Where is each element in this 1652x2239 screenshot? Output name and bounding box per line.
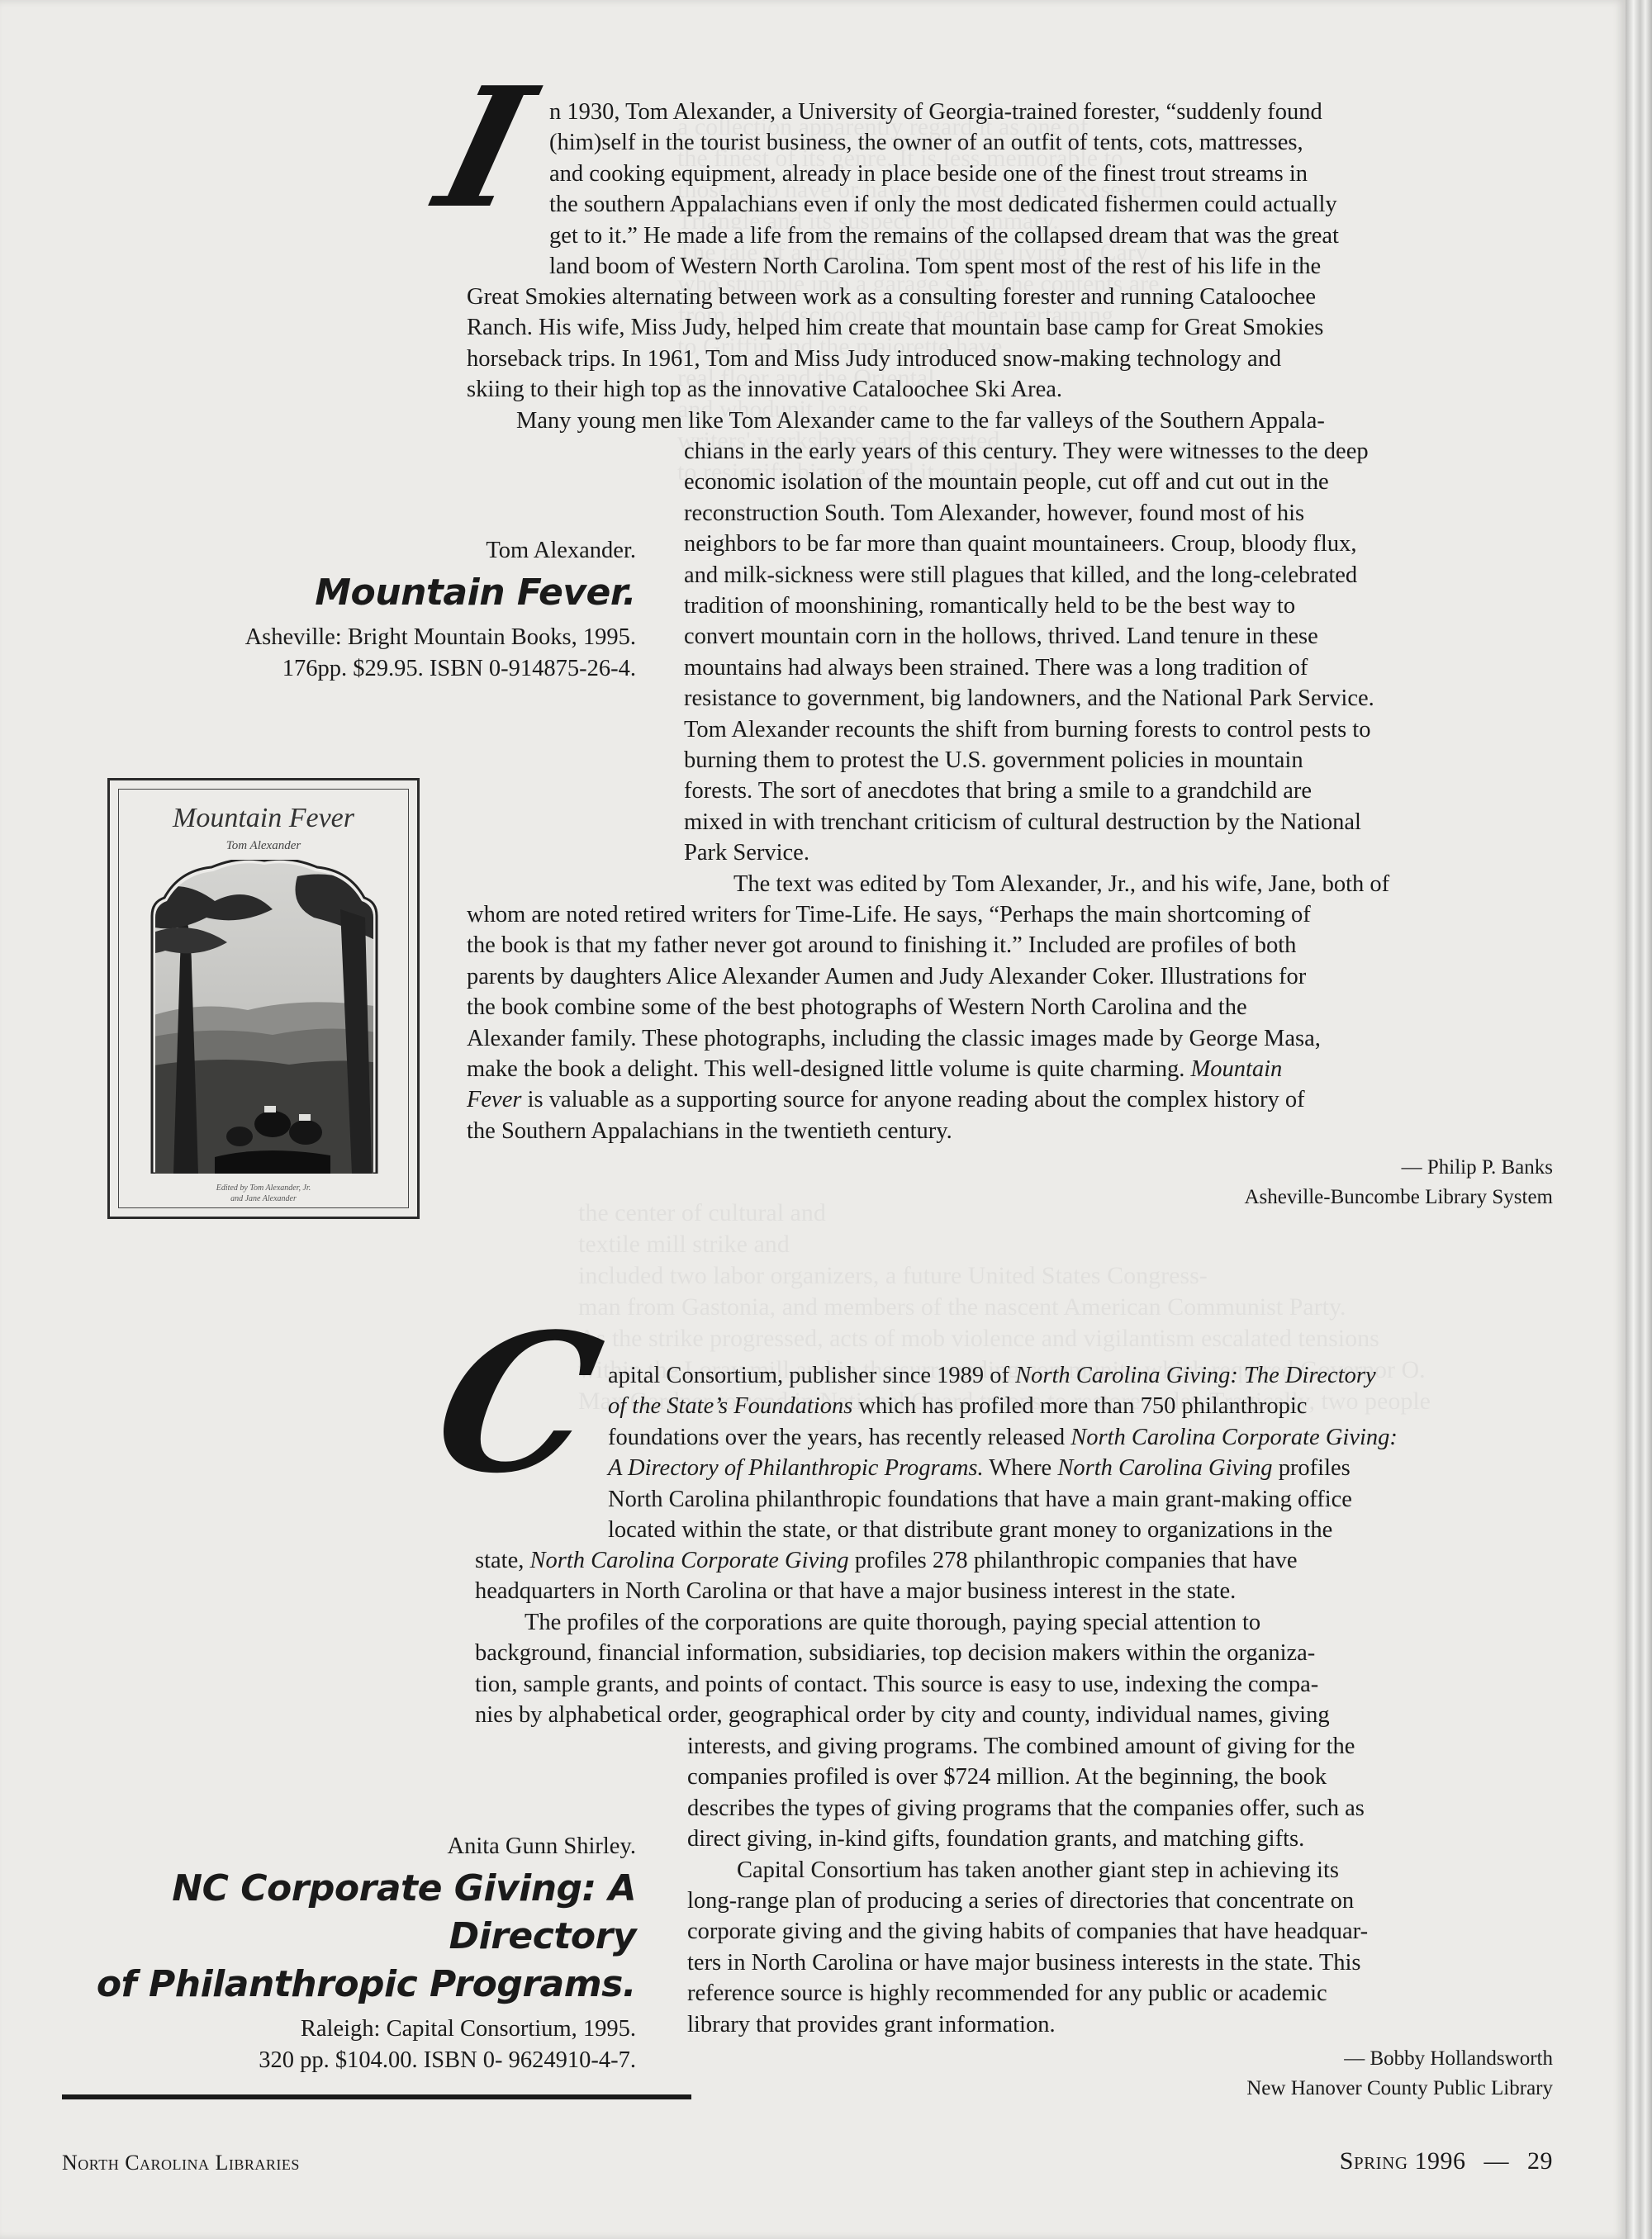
text-line: and milk-sickness were still plagues that killed, and the long-celebrated (684, 562, 1358, 588)
text-line: background, financial information, subsidiaries, top decision makers within the organiza- (475, 1640, 1316, 1667)
text-line: burning them to protest the U.S. government policies in mountain (684, 747, 1303, 774)
review1-signature (975, 1153, 1553, 1212)
text-line (608, 1453, 1566, 1483)
book-publisher: Raleigh: Capital Consortium, 1995. (300, 2016, 636, 2042)
text-line: headquarters in North Carolina or that have a major business interest in the state. (475, 1578, 1237, 1605)
text-line: the book combine some of the best photographs of Western North Carolina and the (467, 994, 1247, 1021)
cover-credit-line: Edited by Tom Alexander, Jr. (216, 1184, 311, 1193)
text-line: library that provides grant information. (687, 2011, 1056, 2037)
cover-title: Mountain Fever (173, 803, 354, 833)
text-line: the book is that my father never got around to finishing it.” Included are profiles of both (467, 932, 1297, 959)
text-line: get to it.” He made a life from the remains of the collapsed dream that was the great (549, 222, 1339, 249)
text-line: nies by alphabetical order, geographical order by city and county, individual names, giving (475, 1702, 1330, 1729)
text-line: (him)self in the tourist business, the owner of an outfit of tents, cots, mattresses, (549, 130, 1303, 156)
text-line: forests. The sort of anecdotes that bring a smile to a grandchild are (684, 778, 1313, 804)
text-segment: is valuable as a supporting source for anyone reading about the complex history of (521, 1087, 1305, 1113)
text-line: describes the types of giving programs that the companies offer, such as (687, 1795, 1365, 1821)
text-line: direct giving, in-kind gifts, foundation grants, and matching gifts. (687, 1826, 1305, 1852)
footer-journal-name: North Carolina Libraries (62, 2151, 300, 2175)
text-line: Alexander family. These photographs, including the classic images made by George Masa, (467, 1025, 1321, 1051)
section-rule (62, 2094, 691, 2099)
drop-cap-i: I (421, 51, 548, 245)
text-line (467, 1084, 1557, 1115)
text-line: land boom of Western North Carolina. Tom spent most of the rest of his life in the (549, 254, 1322, 280)
text-line (608, 1391, 1566, 1421)
book-publisher: Asheville: Bright Mountain Books, 1995. (244, 624, 636, 651)
drop-cap-c: C (418, 1293, 617, 1516)
book-details: 176pp. $29.95. ISBN 0-914875-26-4. (282, 655, 636, 681)
book-title: of Philanthropic Programs. (96, 1963, 636, 2006)
page-edge (1626, 0, 1652, 2239)
review1-full-width (467, 282, 1557, 436)
reviewer-name: — Philip P. Banks (1401, 1156, 1553, 1179)
text-line: reference source is highly recommended for any public or academic (687, 1980, 1327, 2007)
book-author: Anita Gunn Shirley. (447, 1833, 636, 1859)
book-title-inline: North Carolina Giving (1057, 1455, 1273, 1482)
text-line: companies profiled is over $724 million. At the beginning, the book (687, 1764, 1327, 1791)
text-line: Park Service. (684, 840, 809, 866)
text-line: economic isolation of the mountain people, cut off and cut out in the (684, 469, 1329, 496)
text-line: tion, sample grants, and points of contact. This source is easy to use, indexing the compa- (475, 1671, 1319, 1697)
review1-narrow (684, 436, 1559, 899)
text-line: neighbors to be far more than quaint mountaineers. Croup, bloody flux, (684, 531, 1357, 557)
text-segment: profiles 278 philanthropic companies that have (848, 1548, 1298, 1573)
footer-issue-page (1340, 2147, 1553, 2175)
text-line: and cooking equipment, already in place beside one of the finest trout streams in (549, 160, 1308, 187)
book-title: Mountain Fever. (315, 572, 636, 614)
text-line: whom are noted retired writers for Time-Life. He says, “Perhaps the main shortcoming of (467, 902, 1311, 927)
text-line: interests, and giving programs. The combined amount of giving for the (687, 1734, 1355, 1759)
reviewer-org: Asheville-Buncombe Library System (1244, 1186, 1553, 1208)
page-number: 29 (1527, 2147, 1553, 2175)
book-title-inline: Mountain (1190, 1056, 1283, 1083)
text-line: horseback trips. In 1961, Tom and Miss Judy introduced snow-making technology and (467, 345, 1282, 372)
review2-signature (975, 2044, 1553, 2104)
footer-issue: Spring 1996 (1339, 2147, 1466, 2175)
footer-dash: — (1483, 2147, 1509, 2175)
text-segment: Where (983, 1455, 1058, 1482)
book-title: NC Corporate Giving: A Directory (172, 1867, 636, 1958)
book-title-inline: North Carolina Corporate Giving (529, 1548, 849, 1573)
book-title-inline: A Directory of Philanthropic Programs. (608, 1455, 984, 1482)
text-line: the Southern Appalachians in the twentieth century. (467, 1117, 952, 1144)
cover-photo-illustration (149, 860, 380, 1174)
review1-intro (549, 97, 1557, 282)
text-line: corporate giving and the giving habits of companies that have headquar- (687, 1919, 1369, 1945)
text-line: convert mountain corn in the hollows, thrived. Land tenure in these (684, 624, 1318, 650)
text-line: Capital Consortium has taken another giant step in achieving its (737, 1857, 1339, 1883)
book-title-inline: North Carolina Giving: The Directory (1015, 1363, 1376, 1388)
book-info-mountain-fever (116, 535, 636, 684)
text-line: Many young men like Tom Alexander came to the far valleys of the Southern Appala- (516, 407, 1325, 434)
text-line: The profiles of the corporations are quite thorough, paying special attention to (525, 1609, 1261, 1635)
cover-frame (118, 789, 409, 1208)
book-title-inline: North Carolina Corporate Giving: (1070, 1424, 1398, 1450)
text-line: Ranch. His wife, Miss Judy, helped him create that mountain base camp for Great Smokies (467, 315, 1324, 341)
text-segment: foundations over the years, has recently released (608, 1424, 1071, 1450)
review2-full-width (475, 1545, 1565, 1730)
cover-credit-line: and Jane Alexander (230, 1194, 297, 1203)
text-line: n 1930, Tom Alexander, a University of Georgia-trained forester, “suddenly found (549, 99, 1322, 125)
text-segment: apital Consortium, publisher since 1989 of (608, 1363, 1016, 1388)
text-segment: profiles (1272, 1455, 1351, 1482)
book-cover (107, 778, 420, 1219)
cover-credit (119, 1183, 408, 1204)
text-segment: make the book a delight. This well-designed little volume is quite charming. (467, 1056, 1191, 1083)
text-line (608, 1422, 1566, 1453)
text-line: mountains had always been strained. There was a long tradition of (684, 654, 1308, 681)
text-line: ters in North Carolina or have major business interests in the state. This (687, 1949, 1361, 1976)
text-line: chians in the early years of this century. They were witnesses to the deep (684, 439, 1369, 464)
book-title-inline: Fever (467, 1087, 522, 1113)
text-line: reconstruction South. Tom Alexander, however, found most of his (684, 500, 1305, 526)
review2-intro (608, 1360, 1566, 1545)
book-info-nc-corporate-giving (33, 1831, 636, 2075)
text-line (608, 1360, 1566, 1391)
text-line: tradition of moonshining, romantically held to be the best way to (684, 593, 1296, 619)
text-segment: state, (475, 1548, 530, 1573)
text-line: North Carolina philanthropic foundations that have a main grant-making office (608, 1486, 1352, 1512)
text-line: mixed in with trenchant criticism of cultural destruction by the National (684, 809, 1361, 835)
text-segment: which has profiled more than 750 philanthropic (852, 1393, 1308, 1420)
text-line: skiing to their high top as the innovative Cataloochee Ski Area. (467, 377, 1063, 403)
text-line: Great Smokies alternating between work as a consulting forester and running Cataloochee (467, 284, 1317, 310)
text-line: The text was edited by Tom Alexander, Jr., and his wife, Jane, both of (733, 870, 1390, 897)
text-line: located within the state, or that distribute grant money to organizations in the (608, 1517, 1333, 1544)
book-details: 320 pp. $104.00. ISBN 0- 9624910-4-7. (259, 2047, 636, 2073)
text-line: long-range plan of producing a series of directories that concentrate on (687, 1888, 1355, 1914)
book-author: Tom Alexander. (486, 538, 636, 563)
reviewer-name: — Bobby Hollandsworth (1344, 2047, 1553, 2070)
cover-author: Tom Alexander (225, 839, 301, 852)
text-line: resistance to government, big landowners, and the National Park Service. (684, 685, 1374, 712)
reviewer-org: New Hanover County Public Library (1246, 2077, 1553, 2099)
text-line: the southern Appalachians even if only the most dedicated fishermen could actually (549, 192, 1337, 218)
review2-narrow (687, 1731, 1563, 2040)
text-line: Tom Alexander recounts the shift from burning forests to control pests to (684, 716, 1371, 742)
review1-final (467, 899, 1557, 1146)
text-line (467, 1054, 1557, 1084)
book-title-inline: of the State’s Foundations (608, 1393, 853, 1420)
text-line (475, 1545, 1565, 1576)
text-line: parents by daughters Alice Alexander Aumen and Judy Alexander Coker. Illustrations for (467, 963, 1307, 989)
